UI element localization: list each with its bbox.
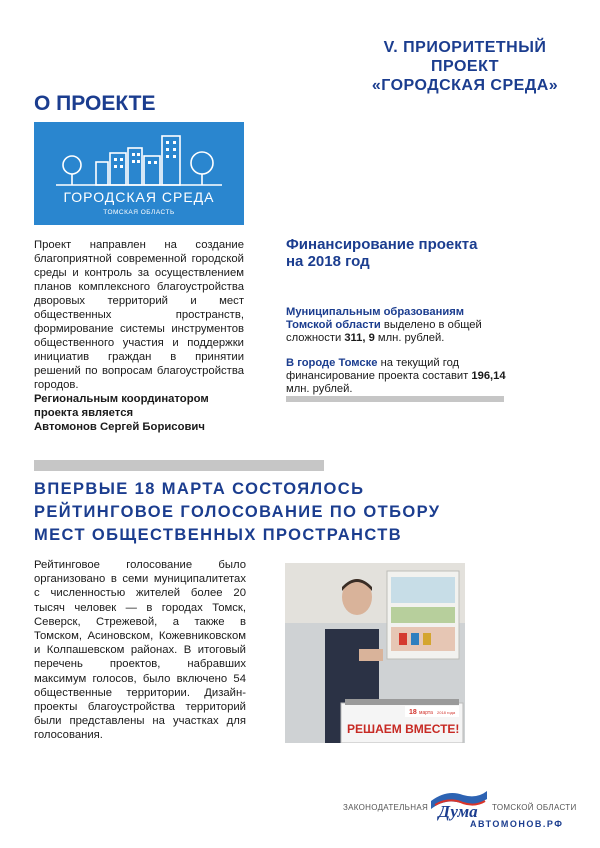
ballot-date-year: 2018 года xyxy=(437,710,456,715)
section-title-line1: V. ПРИОРИТЕТНЫЙ ПРОЕКТ xyxy=(383,39,547,75)
financing-details xyxy=(286,306,512,408)
vote-heading-line3: МЕСТ ОБЩЕСТВЕННЫХ ПРОСТРАНСТВ xyxy=(34,526,403,544)
duma-logo-text: Дума xyxy=(438,802,478,821)
financing-municipal-amount: 311, 9 xyxy=(344,332,375,344)
financing-tomsk-label: В городе Томске xyxy=(286,357,378,369)
vote-heading xyxy=(34,478,474,547)
financing-divider xyxy=(286,396,504,402)
ballot-slogan: РЕШАЕМ ВМЕСТЕ! xyxy=(347,722,460,736)
ballot-date-day: 18 xyxy=(409,709,417,716)
project-logo xyxy=(34,122,244,225)
coordinator-line1: Региональным координатором xyxy=(34,393,209,405)
vote-heading-line1: ВПЕРВЫЕ 18 МАРТА СОСТОЯЛОСЬ xyxy=(34,480,365,498)
duma-logo xyxy=(425,787,491,821)
financing-heading xyxy=(286,236,526,270)
financing-heading-line1: Финансирование проекта xyxy=(286,236,478,253)
financing-tomsk-amount: 196,14 xyxy=(471,370,506,382)
financing-municipal xyxy=(286,306,512,345)
section-divider xyxy=(34,460,324,471)
about-text xyxy=(34,238,244,434)
coordinator-name: Автомонов Сергей Борисович xyxy=(34,421,205,433)
section-title-line2: «ГОРОДСКАЯ СРЕДА» xyxy=(371,77,559,94)
logo-subtitle: ТОМСКАЯ ОБЛАСТЬ xyxy=(103,209,175,216)
logo-title: ГОРОДСКАЯ СРЕДА xyxy=(63,189,215,205)
financing-tomsk-unit: млн. рублей. xyxy=(286,383,353,395)
about-description: Проект направлен на создание благоприятной современной городской среды и контроль за осуществлением планов комплексного благоустройства дворовых территорий и мест общественных пространств, формирование системы инструментов общественного участия и поддержки инициатив граждан в принятии решений по вопросам благоустройства городов. xyxy=(34,239,244,391)
vote-heading-line2: РЕЙТИНГОВОЕ ГОЛОСОВАНИЕ ПО ОТБОРУ xyxy=(34,503,441,521)
financing-tomsk-text: на текущий год финансирование проекта составит xyxy=(286,357,472,382)
financing-municipal-label: Муниципальным образованиям Томской области xyxy=(286,306,465,331)
vote-description: Рейтинговое голосование было организовано в семи муниципалитетах с численностью жителей более 20 тысяч человек — в городах Томск, Северск, Стрежевой, а также в Томском, Асиновском, Кожевниковском и Колпашевском районах. В итоговый перечень проектов, набравших максимум голосов, было включено 54 общественные территории. Дизайн-проекты благоустройства территорий были представлены на участках для голосования. xyxy=(34,559,246,742)
ballot-date-month: марта xyxy=(419,710,433,716)
financing-tomsk xyxy=(286,357,512,396)
financing-municipal-text: выделено в общей сложности xyxy=(286,319,482,344)
voting-photo xyxy=(285,563,465,743)
footer-left-text: ЗАКОНОДАТЕЛЬНАЯ xyxy=(343,803,429,812)
about-heading: О ПРОЕКТЕ xyxy=(34,92,156,115)
footer-right-text: ТОМСКОЙ ОБЛАСТИ xyxy=(492,803,577,812)
section-title xyxy=(360,38,570,95)
financing-municipal-unit: млн. рублей. xyxy=(374,332,445,344)
footer-url[interactable]: АВТОМОНОВ.РФ xyxy=(470,819,564,829)
financing-heading-line2: на 2018 год xyxy=(286,253,370,270)
coordinator-line2: проекта является xyxy=(34,407,134,419)
